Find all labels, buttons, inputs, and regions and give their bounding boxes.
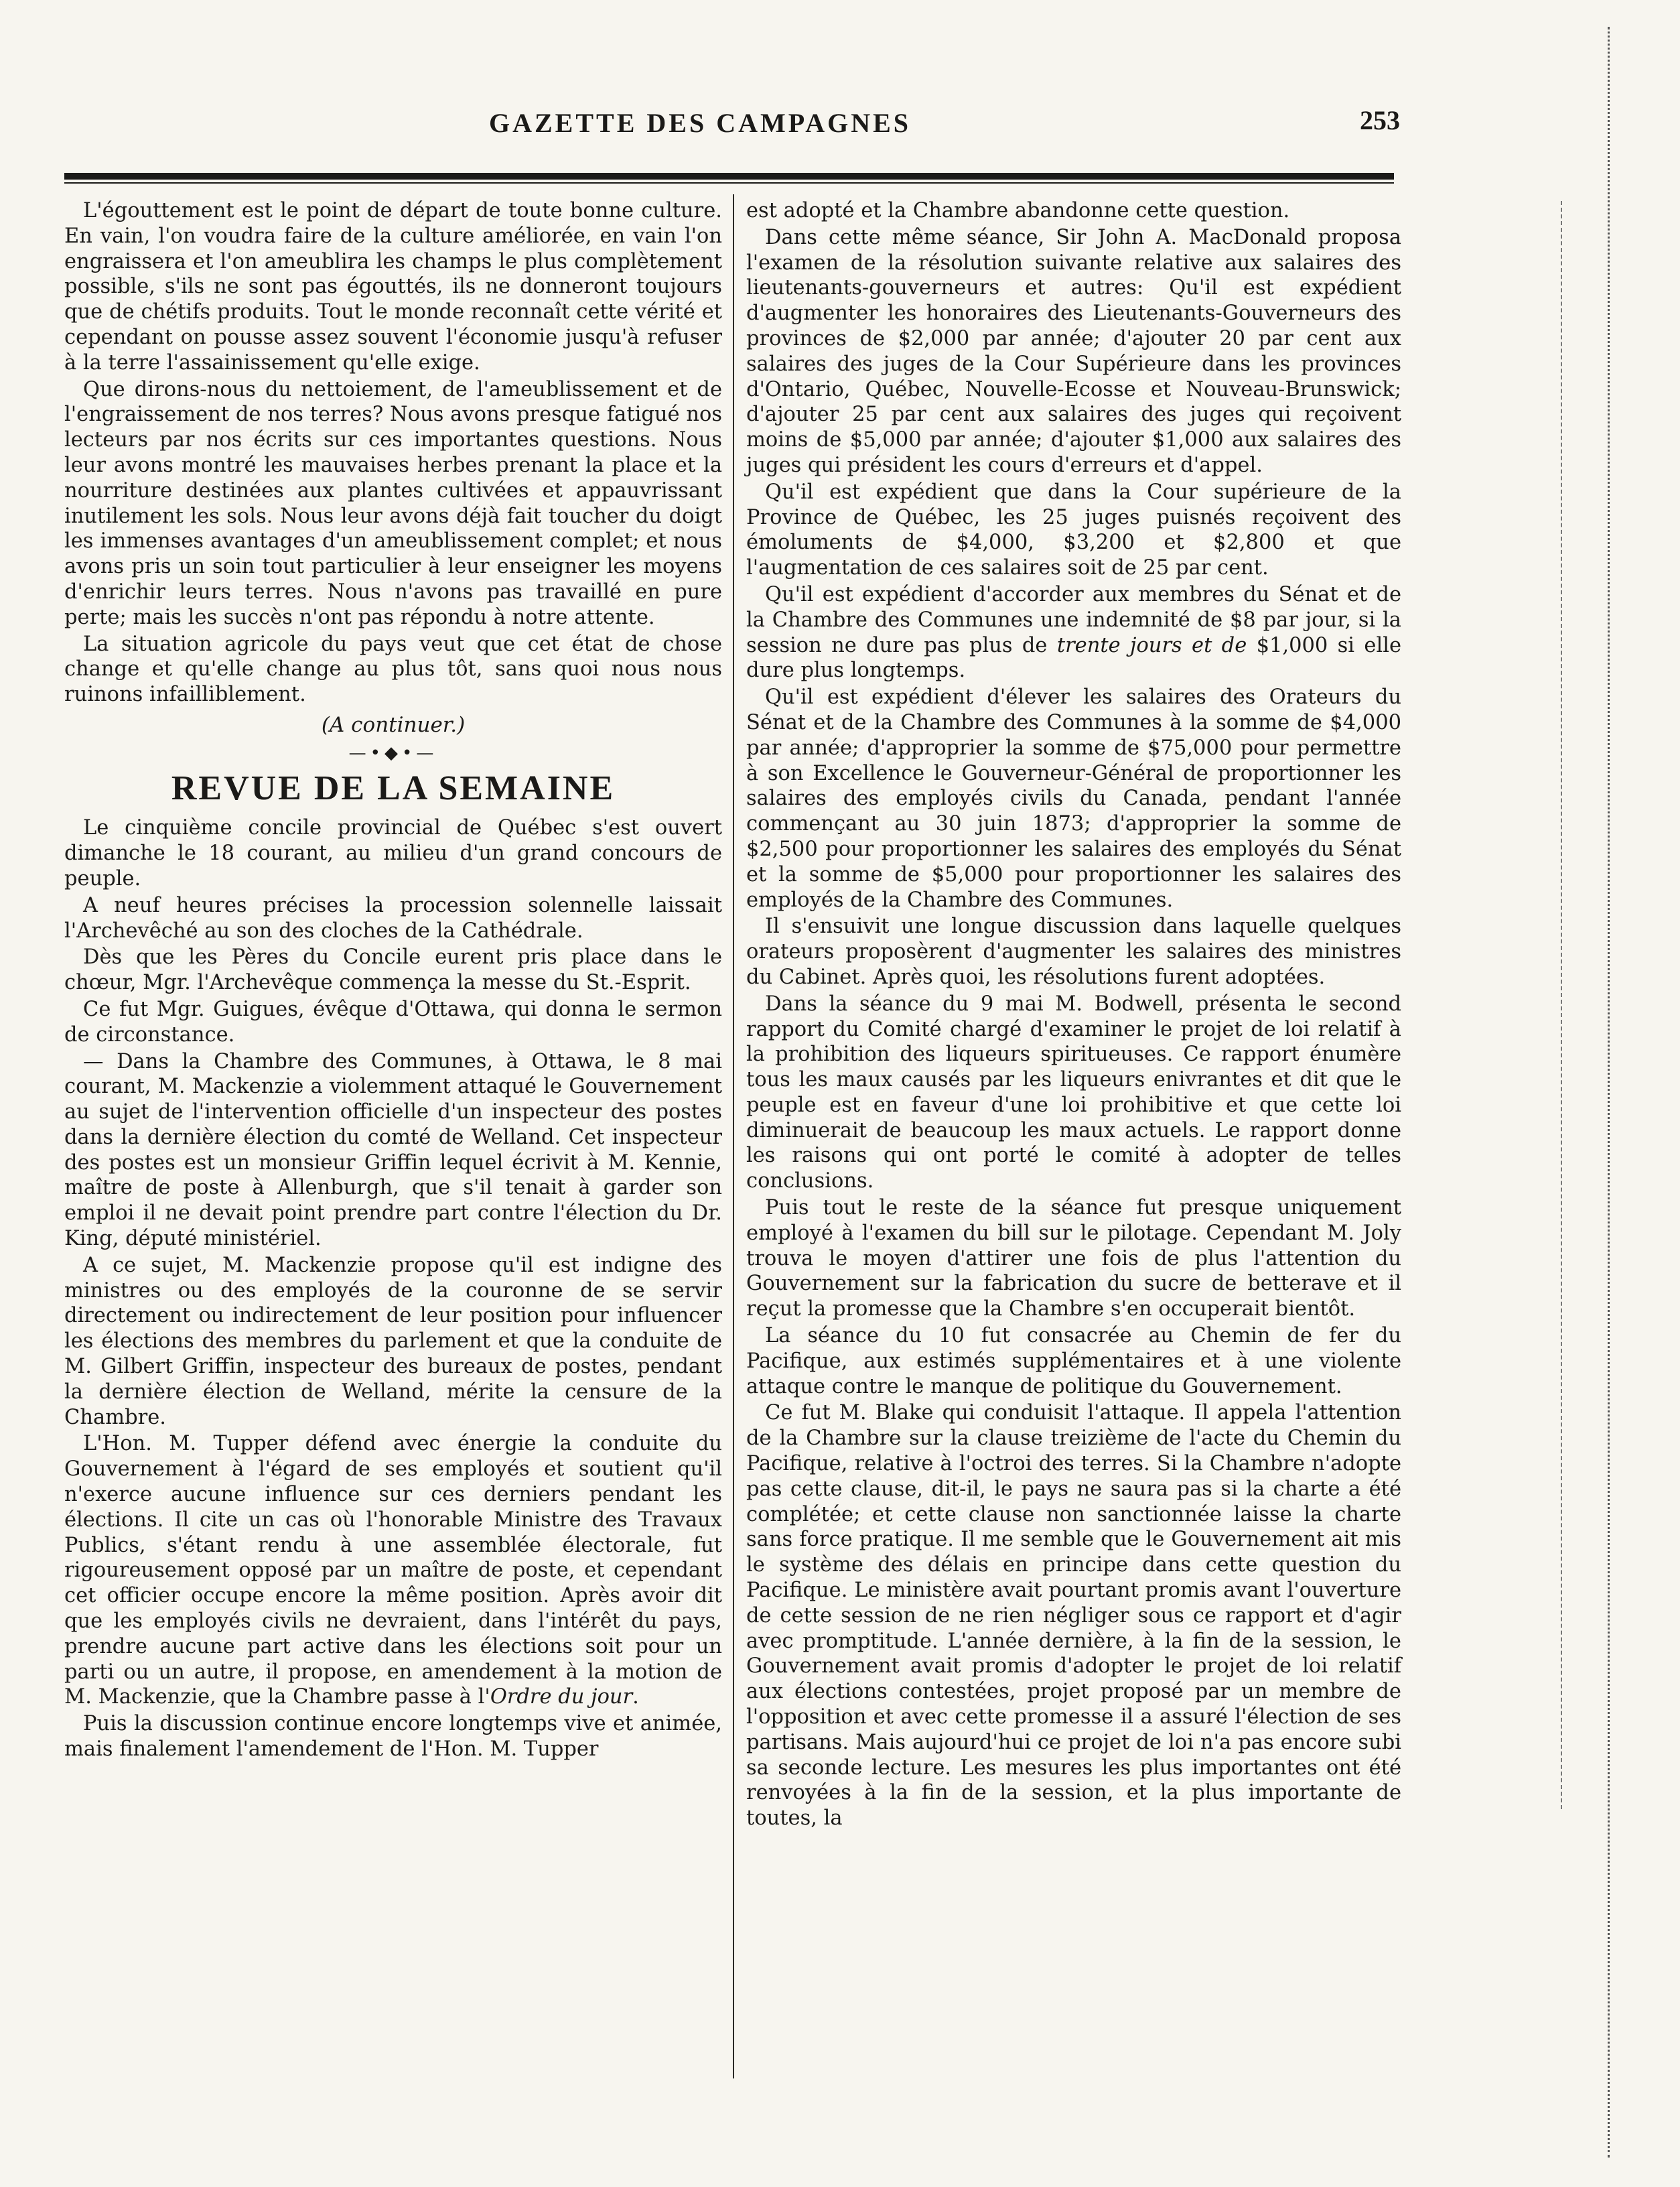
column-divider — [733, 194, 734, 2078]
paragraph: Ce fut Mgr. Guigues, évêque d'Ottawa, qui donna le sermon de circonstance. — [64, 997, 722, 1047]
paragraph: Le cinquième concile provincial de Québec s'est ouvert dimanche le 18 courant, au milieu d'un grand concours de peuple. — [64, 816, 722, 890]
text-run: Qu'il est expédient d'accorder aux membres du Sénat et de la Chambre des Communes une indemnité de $8 par jour, si la session ne dure pas plus de — [746, 582, 1401, 657]
paragraph: La situation agricole du pays veut que cet état de chose change et qu'elle change au plus tôt, sans quoi nous nous ruinons infailliblement. — [64, 632, 722, 707]
italic-text: Ordre du jour — [490, 1685, 633, 1709]
paragraph: Ce fut M. Blake qui conduisit l'attaque. Il appela l'attention de la Chambre sur la clause treizième de l'acte du Chemin du Pacifique, relative à l'octroi des terres. Si la Chambre n'adopte pas cette clause, dit-il, le pays ne saura pas si la charte a été complétée; et cette clause non sanctionnée laisse la charte sans force pratique. Il me semble que le Gouvernement ait mis le système des délais en principe dans cette question du Pacifique. Le ministère avait pourtant promis avant l'ouverture de cette session de ne rien négliger sous ce rapport et d'agir avec promptitude. L'année dernière, à la fin de la session, le Gouvernement avait promis d'adopter le projet de loi relatif aux élections contestées, projet proposé par un membre de l'opposition et avec cette promesse il a assuré l'élection de ses partisans. Mais aujourd'hui ce projet de loi n'a pas encore subi sa seconde lecture. Les mesures les plus importantes ont été renvoyées à la fin de la session, et la plus importante de toutes, la — [746, 1401, 1401, 1831]
paragraph: est adopté et la Chambre abandonne cette question. — [746, 199, 1290, 222]
paragraph: Dès que les Pères du Concile eurent pris place dans le chœur, Mgr. l'Archevêque commença la messe du St.-Esprit. — [64, 945, 722, 995]
text-run: L'Hon. M. Tupper défend avec énergie la conduite du Gouvernement à l'égard de ses employés et soutient qu'il n'exerce aucune influence sur ces derniers pendant les élections. Il cite un cas où l'honorable Ministre des Travaux Publics, s'étant rendu à une assemblée électorale, fut rigoureusement opposé par un maître de poste, et cependant cet officier occupe encore la même position. Après avoir dit que les employés civils ne devraient, dans l'intérêt du pays, prendre aucune part active dans les élections soit pour un parti ou un autre, il propose, en amendement à la motion de M. Mackenzie, que la Chambre passe à l' — [64, 1432, 722, 1709]
paragraph: A neuf heures précises la procession solennelle laissait l'Archevêché au son des cloches de la Cathédrale. — [64, 893, 722, 943]
paragraph: Qu'il est expédient que dans la Cour supérieure de la Province de Québec, les 25 juges puisnés reçoivent des émoluments de $4,000, $3,200 et $2,800 et que l'augmentation de ces salaires soit de 25 par cent. — [746, 480, 1401, 580]
paragraph: Il s'ensuivit une longue discussion dans laquelle quelques orateurs proposèrent d'augmenter les salaires des ministres du Cabinet. Après quoi, les résolutions furent adoptées. — [746, 915, 1401, 989]
ornament-divider: —•◆•— — [348, 742, 438, 763]
italic-text: trente jours et de — [1056, 633, 1247, 657]
paragraph: A ce sujet, M. Mackenzie propose qu'il est indigne des ministres ou des employés de la couronne de se servir directement ou indirectement de leur position pour influencer les élections des membres du parlement et que la conduite de M. Gilbert Griffin, inspecteur des bureaux de postes, pendant la dernière élection de Welland, mérite la censure de la Chambre. — [64, 1253, 722, 1429]
paragraph: Puis tout le reste de la séance fut presque uniquement employé à l'examen du bill sur le pilotage. Cependant M. Joly trouva le moyen d'attirer une fois de plus l'attention du Gouvernement sur la fabrication du sucre de betterave et il reçut la promesse que la Chambre s'en occuperait bientôt. — [746, 1196, 1401, 1321]
paragraph: L'égouttement est le point de départ de toute bonne culture. En vain, l'on voudra faire de la culture améliorée, en vain l'on engraissera et l'on ameublira les champs le plus complètement possible, s'ils ne sont pas égouttés, ils ne donneront toujours que de chétifs produits. Tout le monde reconnaît cette vérité et cependant on pousse assez souvent l'économie jusqu'à refuser à la terre l'assainissement qu'elle exige. — [64, 199, 722, 375]
paragraph — [64, 1431, 722, 1710]
header-rule-thin — [64, 182, 1394, 184]
text-run: . — [632, 1685, 639, 1709]
text-run: $1,000 si elle dure plus longtemps. — [746, 633, 1402, 683]
paragraph: Puis la discussion continue encore longtemps vive et animée, mais finalement l'amendement de l'Hon. M. Tupper — [64, 1712, 722, 1762]
paragraph: La séance du 10 fut consacrée au Chemin de fer du Pacifique, aux estimés supplémentaires et à une violente attaque contre le manque de politique du Gouvernement. — [746, 1324, 1401, 1398]
paragraph: Qu'il est expédient d'élever les salaires des Orateurs du Sénat et de la Chambre des Communes à la somme de $4,000 par année; d'approprier la somme de $75,000 pour permettre à son Excellence le Gouverneur-Général de proportionner les salaires des employés civils du Canada, pendant l'année commençant au 30 juin 1873; d'approprier la somme de $2,500 pour proportionner les salaires des employés du Sénat et la somme de $5,000 pour proportionner les salaires des employés de la Chambre des Communes. — [746, 685, 1401, 912]
section-heading: REVUE DE LA SEMAINE — [171, 769, 616, 807]
paragraph: Que dirons-nous du nettoiement, de l'ameublissement et de l'engraissement de nos terres? Nous avons presque fatigué nos lecteurs par nos écrits sur ces importantes questions. Nous leur avons montré les mauvaises herbes prenant la place et la nourriture destinées aux plantes cultivées et appauvrissant inutilement les sols. Nous leur avons déjà fait toucher du doigt les immenses avantages d'un ameublissement complet; et nous avons pris un soin tout particulier à leur enseigner les moyens d'enrichir leurs terres. Nous n'avons pas travaillé en pure perte; mais les succès n'ont pas répondu à notre attente. — [64, 377, 722, 629]
right-column — [746, 198, 1401, 1833]
margin-scan-noise — [1608, 27, 1636, 2158]
to-be-continued-note: (A continuer.) — [321, 712, 466, 737]
paragraph: Dans cette même séance, Sir John A. MacDonald proposa l'examen de la résolution suivante relative aux salaires des lieutenants-gouverneurs et autres: Qu'il est expédient d'augmenter les honoraires des Lieutenants-Gouverneurs des provinces de $2,000 par année; d'ajouter 20 par cent aux salaires des juges de la Cour Supérieure dans les provinces d'Ontario, Québec, Nouvelle-Ecosse et Nouveau-Brunswick; d'ajouter 25 par cent aux salaires des juges qui reçoivent moins de $5,000 par année; d'ajouter $1,000 aux salaires des juges qui président les cours d'erreurs et d'appel. — [746, 225, 1401, 477]
left-column — [64, 198, 722, 1764]
header-rule — [64, 173, 1394, 180]
paragraph — [746, 582, 1401, 683]
running-header-title: GAZETTE DES CAMPAGNES — [489, 108, 912, 138]
margin-scan-noise — [1561, 201, 1576, 1809]
paragraph: — Dans la Chambre des Communes, à Ottawa, le 8 mai courant, M. Mackenzie a violemment attaqué le Gouvernement au sujet de l'intervention officielle d'un inspecteur des postes dans la dernière élection du comté de Welland. Cet inspecteur des postes est un monsieur Griffin lequel écrivit à M. Kennie, maître de poste à Allenburgh, que s'il tenait à garder son emploi il ne devait point prendre part contre l'élection du Dr. King, député ministériel. — [64, 1049, 722, 1251]
paragraph: Dans la séance du 9 mai M. Bodwell, présenta le second rapport du Comité chargé d'examiner le projet de loi relatif à la prohibition des liqueurs spiritueuses. Ce rapport énumère tous les maux causés par les liqueurs enivrantes et dit que le peuple est en faveur d'une loi prohibitive et que cette loi diminuerait de beaucoup les maux actuels. Le rapport donne les raisons qui ont porté le comité à adopter de telles conclusions. — [746, 992, 1401, 1193]
page-number: 253 — [1360, 105, 1400, 135]
